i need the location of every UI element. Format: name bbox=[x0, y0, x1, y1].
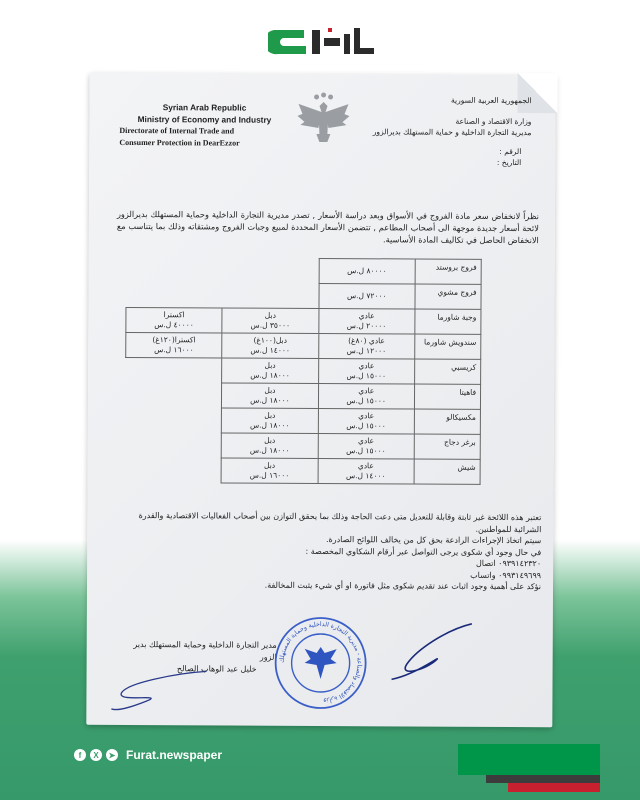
x-icon[interactable]: X bbox=[90, 749, 102, 761]
empty-cell bbox=[125, 407, 221, 433]
price-cell: اكسترا ٤٠٠٠٠ ل.س bbox=[126, 307, 222, 333]
table-row bbox=[126, 257, 481, 284]
price-cell: عادي (٨٠غ) ١٢٠٠٠ ل.س bbox=[318, 333, 414, 359]
price-cell: عادي ١٥٠٠٠ ل.س bbox=[318, 358, 414, 384]
price-cell: عادي ١٥٠٠٠ ل.س bbox=[318, 408, 414, 434]
empty-cell bbox=[222, 283, 318, 309]
header-ar-line2: وزارة الاقتصاد و الصناعة bbox=[455, 116, 532, 127]
empty-cell bbox=[126, 282, 222, 308]
document-paper bbox=[86, 73, 555, 727]
price-cell: عادي ١٤٠٠٠ ل.س bbox=[318, 458, 414, 484]
table-row bbox=[125, 432, 480, 459]
official-stamp bbox=[272, 615, 369, 712]
note-1: تعتبر هذه اللائحة غير ثابتة وقابلة للتعديل متى دعت الحاجة وذلك بما يحقق التوازن بين أصحاب الفعاليات الاقتصادية والقدرة الشرائية للمواطنين. bbox=[138, 511, 542, 534]
empty-cell bbox=[125, 432, 221, 458]
telegram-icon[interactable]: ➤ bbox=[106, 749, 118, 761]
price-cell: دبل ١٨٠٠٠ ل.س bbox=[222, 408, 318, 434]
notes bbox=[111, 510, 541, 593]
item-name: فاهيتا bbox=[414, 384, 480, 409]
price-cell: دبل ١٨٠٠٠ ل.س bbox=[221, 433, 317, 459]
price-cell: ٨٠٠٠٠ ل.س bbox=[319, 258, 415, 284]
table-row bbox=[126, 307, 481, 334]
item-name: برغر دجاج bbox=[414, 434, 480, 459]
header-ar-line1: الجمهورية العربية السورية bbox=[451, 95, 532, 106]
table-row bbox=[126, 282, 481, 309]
price-cell: دبل ١٦٠٠٠ ل.س bbox=[221, 458, 317, 484]
empty-cell bbox=[125, 382, 221, 408]
price-cell: عادي ٢٠٠٠٠ ل.س bbox=[318, 308, 414, 334]
item-name: فروج مشوي bbox=[415, 284, 481, 309]
table-row bbox=[126, 332, 481, 359]
table-row bbox=[125, 382, 480, 409]
phone-whatsapp: ٠٩٩٣١٤٩٦٩٩ واتساب bbox=[470, 570, 542, 580]
price-cell: دبل(١٠٠غ) ١٤٠٠٠ ل.س bbox=[222, 333, 318, 359]
item-name: كريسبي bbox=[414, 359, 480, 384]
item-name: وجبة شاورما bbox=[415, 309, 481, 334]
number-label: الرقم : bbox=[499, 146, 522, 157]
header-en-line4: Consumer Protection in DearEzzor bbox=[119, 137, 240, 148]
empty-cell bbox=[222, 258, 318, 284]
price-cell: عادي ١٥٠٠٠ ل.س bbox=[318, 433, 414, 459]
eagle-emblem-icon bbox=[294, 92, 352, 144]
intro-paragraph: نظراً لانخفاض سعر مادة الفروج في الأسواق وبعد دراسة الأسعار , تصدر مديرية التجارة الداخلية وحماية المستهلك بديرالزور لائحة أسعار جديدة موجهة الى أصحاب المطاعم , تتضمن الأسعار المحددة لمبيع وجبات الفروج ومشتقاته وذلك بما يتناسب مع الانخفاض الحاصل في تكاليف المادة الأساسية. bbox=[116, 208, 539, 246]
header-en-line1: Syrian Arab Republic bbox=[162, 102, 247, 113]
flag-stripe-red bbox=[508, 783, 600, 792]
table-row bbox=[125, 457, 480, 484]
empty-cell bbox=[125, 457, 221, 483]
item-name: فروج بروستد bbox=[415, 259, 481, 284]
stamp-text: وزارة الاقتصاد والصناعة - مديرية التجارة الداخلية وحماية المستهلك bbox=[278, 620, 363, 705]
phone-call: ٠٩٣٩١٤٢٣٢٠ اتصال bbox=[475, 558, 542, 569]
social-handle[interactable]: Furat.newspaper bbox=[126, 748, 223, 762]
price-cell: عادي ١٥٠٠٠ ل.س bbox=[318, 383, 414, 409]
header-english bbox=[119, 101, 289, 150]
furat-logo bbox=[268, 22, 378, 58]
price-table bbox=[125, 257, 482, 485]
date-label: التاريخ : bbox=[496, 157, 522, 168]
price-cell: ٧٢٠٠٠ ل.س bbox=[319, 283, 415, 309]
item-name: سندويش شاورما bbox=[415, 334, 481, 359]
table-row bbox=[126, 357, 481, 384]
note-4: نؤكد على أهمية وجود اثبات عند تقديم شكوى مثل فاتورة او أي شيء يثبت المخالفة. bbox=[264, 580, 542, 592]
header-arabic bbox=[373, 94, 532, 168]
note-2: سيتم اتخاذ الإجراءات الرادعة بحق كل من يخالف اللوائح الصادرة. bbox=[325, 535, 542, 546]
signature-scribble-right bbox=[386, 619, 476, 689]
price-cell: دبل ١٨٠٠٠ ل.س bbox=[222, 383, 318, 409]
signature-scribble bbox=[106, 663, 216, 714]
facebook-icon[interactable]: f bbox=[74, 749, 86, 761]
footer-social bbox=[74, 748, 222, 762]
empty-cell bbox=[126, 257, 222, 283]
item-name: مكسيكالو bbox=[414, 409, 480, 434]
header-ar-line3: مديرية التجارة الداخلية و حماية المستهلك بديرالزور bbox=[372, 127, 532, 138]
price-cell: اكسترا(١٢٠غ) ١٦٠٠٠ ل.س bbox=[126, 332, 222, 358]
signatory-name: خليل عبد الوهاب الصالح bbox=[176, 664, 257, 674]
price-cell: دبل ١٨٠٠٠ ل.س bbox=[222, 358, 318, 384]
header-en-line3: Directorate of Internal Trade and bbox=[119, 125, 235, 136]
flag-stripe-green bbox=[458, 744, 600, 775]
header-en-line2: Ministry of Economy and Industry bbox=[137, 114, 272, 125]
flag-stripe-black bbox=[486, 775, 600, 783]
signatory-title: مدير التجارة الداخلية وحماية المستهلك بدير الزور bbox=[133, 640, 277, 662]
item-name: شيش bbox=[414, 459, 480, 484]
note-3: في حال وجود أي شكوى يرجى التواصل عبر أرقام الشكاوي المخصصة : bbox=[305, 546, 542, 557]
table-row bbox=[125, 407, 480, 434]
empty-cell bbox=[126, 357, 222, 383]
price-cell: دبل ٣٥٠٠٠ ل.س bbox=[222, 308, 318, 334]
